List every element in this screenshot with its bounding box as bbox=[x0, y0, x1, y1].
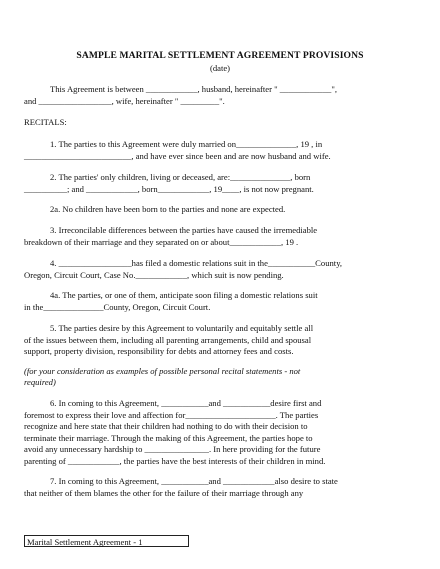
recital-6-line-1: 6. In coming to this Agreement, ___________and ___________desire first and bbox=[50, 398, 322, 408]
recital-1-line-2: _________________________, and have ever since been and are now husband and wife. bbox=[24, 151, 331, 161]
document-date: (date) bbox=[209, 63, 231, 73]
recital-6-line-6: parenting of ____________, the parties have the best interests of their children in mind. bbox=[24, 456, 326, 466]
recital-4a-line-1: 4a. The parties, or one of them, anticipate soon filing a domestic relations suit bbox=[50, 290, 318, 300]
note-line-1: (for your consideration as examples of possible personal recital statements - not bbox=[24, 366, 301, 376]
recital-3-line-1: 3. Irreconcilable differences between the parties have caused the irremediable bbox=[50, 225, 318, 235]
recital-4a-line-2: in the______________County, Oregon, Circuit Court. bbox=[24, 302, 211, 312]
recital-4-line-1: 4. _________________has filed a domestic relations suit in the___________County, bbox=[50, 258, 343, 268]
recital-5-line-1: 5. The parties desire by this Agreement to voluntarily and equitably settle all bbox=[50, 323, 314, 333]
recital-5-line-2: of the issues between them, including all parenting arrangements, child and spousal bbox=[24, 335, 312, 345]
recital-7-line-2: that neither of them blames the other for the failure of their marriage through any bbox=[24, 488, 304, 498]
page-footer: Marital Settlement Agreement - 1 bbox=[24, 535, 189, 547]
recital-4-line-2: Oregon, Circuit Court, Case No.____________, which suit is now pending. bbox=[24, 270, 284, 280]
intro-line-1: This Agreement is between ____________, husband, hereinafter " ____________", bbox=[50, 84, 337, 94]
recital-2a-line-1: 2a. No children have been born to the parties and none are expected. bbox=[50, 204, 286, 214]
recital-2-line-2: __________; and ____________, born____________, 19____, is not now pregnant. bbox=[24, 184, 314, 194]
recital-2-line-1: 2. The parties' only children, living or deceased, are:______________, born bbox=[50, 172, 311, 182]
recital-5-line-3: support, property division, responsibility for debts and attorney fees and costs. bbox=[24, 346, 294, 356]
intro-line-2: and _________________, wife, hereinafter " _________". bbox=[24, 96, 225, 106]
recital-6-line-5: avoid any unnecessary hardship to _______________. In here providing for the future bbox=[24, 444, 321, 454]
recital-6-line-4: terminate their marriage. Through the making of this Agreement, the parties hope to bbox=[24, 433, 313, 443]
recital-6-line-2: foremost to express their love and affection for_____________________. The parties bbox=[24, 410, 319, 420]
note-line-2: required) bbox=[24, 377, 56, 387]
recital-7-line-1: 7. In coming to this Agreement, ___________and ____________also desire to state bbox=[50, 476, 338, 486]
recitals-heading: RECITALS: bbox=[24, 117, 67, 127]
document-title: SAMPLE MARITAL SETTLEMENT AGREEMENT PROVISIONS bbox=[76, 50, 364, 61]
recital-1-line-1: 1. The parties to this Agreement were duly married on______________, 19 , in bbox=[50, 139, 323, 149]
recital-3-line-2: breakdown of their marriage and they separated on or about____________, 19 . bbox=[24, 237, 299, 247]
recital-6-line-3: recognize and here state that their children had nothing to do with their decision to bbox=[24, 421, 308, 431]
